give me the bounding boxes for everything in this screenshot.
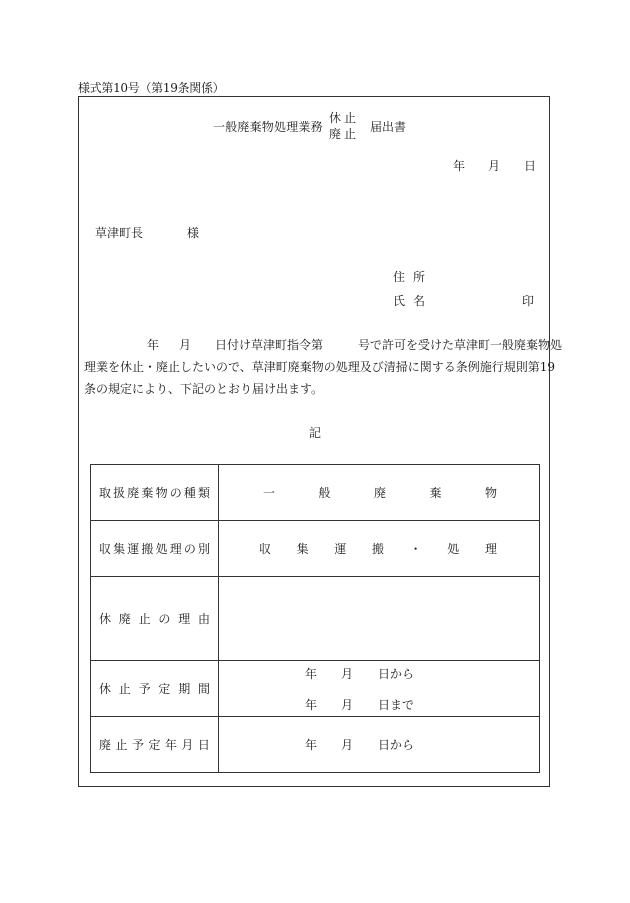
body-line1-end: 号で許可を受けた草津町一般廃棄物処 <box>358 338 563 352</box>
label-char: 定 <box>158 682 171 696</box>
until-label: 日まで <box>378 697 415 712</box>
value-char: 一 <box>263 486 276 500</box>
label-char: 集 <box>113 542 126 556</box>
label-char: 休 <box>99 612 112 626</box>
label-char: 搬 <box>141 542 154 556</box>
row-value-waste-type <box>219 465 540 521</box>
label-char: 物 <box>155 486 168 500</box>
addressee-honorific: 様 <box>187 226 200 240</box>
value-char: 搬 <box>371 542 384 556</box>
value-char: 廃 <box>373 486 386 500</box>
row-label-reason <box>91 577 219 661</box>
label-char: 理 <box>169 542 182 556</box>
label-char: 止 <box>118 682 131 696</box>
title-option-suspend: 休止 <box>329 111 360 125</box>
label-char: 廃 <box>127 486 140 500</box>
date-year-label: 年 <box>453 159 466 173</box>
label-chars <box>99 484 210 501</box>
label-char: 収 <box>99 542 112 556</box>
month-label: 月 <box>341 697 354 712</box>
title-prefix: 一般廃棄物処理業務 <box>213 120 323 134</box>
row-value-service-type <box>219 521 540 577</box>
body-line1-mid: 日付け草津町指令第 <box>215 338 324 352</box>
title-suffix: 届出書 <box>370 120 407 134</box>
period-from <box>305 665 539 682</box>
from-label: 日から <box>378 666 415 681</box>
label-chars <box>99 540 210 557</box>
note-heading: 記 <box>309 426 322 440</box>
value-char: 理 <box>484 542 497 556</box>
body-month: 月 <box>179 338 192 352</box>
row-label-suspension-period <box>91 661 219 717</box>
title-option-abolish: 廃止 <box>329 127 360 141</box>
value-char: 般 <box>318 486 331 500</box>
table-row <box>91 465 540 521</box>
label-char: 月 <box>181 738 194 752</box>
abolition-date <box>305 736 539 753</box>
value-char: ・ <box>409 542 422 556</box>
value-char: 処 <box>447 542 460 556</box>
seal-mark: 印 <box>522 294 535 308</box>
table-row <box>91 661 540 717</box>
label-char: 定 <box>148 738 161 752</box>
value-chars <box>259 540 497 557</box>
row-value-suspension-period[interactable] <box>219 661 540 717</box>
value-char: 収 <box>259 542 272 556</box>
year-label: 年 <box>305 697 318 712</box>
detail-table <box>90 464 540 773</box>
label-char: 理 <box>178 612 191 626</box>
row-label-service-type <box>91 521 219 577</box>
label-char: の <box>183 542 196 556</box>
row-label-waste-type <box>91 465 219 521</box>
label-char: 種 <box>183 486 196 500</box>
label-char: 処 <box>155 542 168 556</box>
label-chars <box>99 610 210 627</box>
label-char: 運 <box>127 542 140 556</box>
row-value-abolition-date[interactable] <box>219 717 540 773</box>
table-row <box>91 577 540 661</box>
label-char: 扱 <box>113 486 126 500</box>
body-year: 年 <box>147 338 160 352</box>
value-char: 物 <box>484 486 497 500</box>
date-day-label: 日 <box>524 159 537 173</box>
addressee-name: 草津町長 <box>95 226 144 240</box>
address-label: 住所 <box>393 270 434 284</box>
label-chars <box>99 736 210 753</box>
table-row <box>91 521 540 577</box>
label-char: 予 <box>138 682 151 696</box>
month-label: 月 <box>341 666 354 681</box>
label-char: 取 <box>99 486 112 500</box>
label-char: 廃 <box>118 612 131 626</box>
value-char: 運 <box>334 542 347 556</box>
table-row <box>91 717 540 773</box>
label-char: 休 <box>99 682 112 696</box>
from-label: 日から <box>378 738 415 752</box>
form-number: 様式第10号（第19条関係） <box>78 81 225 95</box>
value-chars <box>263 484 497 501</box>
label-chars <box>99 680 210 697</box>
value-char: 集 <box>296 542 309 556</box>
value-char: 棄 <box>429 486 442 500</box>
label-char: 別 <box>197 542 210 556</box>
label-char: 予 <box>131 738 144 752</box>
name-label: 氏名 <box>393 294 434 308</box>
year-label: 年 <box>305 738 318 752</box>
label-char: 廃 <box>99 738 112 752</box>
period-until <box>305 696 539 713</box>
month-label: 月 <box>341 738 354 752</box>
label-char: 日 <box>197 738 210 752</box>
label-char: 止 <box>115 738 128 752</box>
date-month-label: 月 <box>488 159 501 173</box>
body-line3: 条の規定により、下記のとおり届け出ます。 <box>84 382 324 396</box>
label-char: 間 <box>197 682 210 696</box>
label-char: 由 <box>197 612 210 626</box>
label-char: 棄 <box>141 486 154 500</box>
label-char: 類 <box>197 486 210 500</box>
row-label-abolition-date <box>91 717 219 773</box>
label-char: 期 <box>178 682 191 696</box>
row-value-reason[interactable] <box>219 577 540 661</box>
year-label: 年 <box>305 666 318 681</box>
label-char: 年 <box>164 738 177 752</box>
label-char: の <box>169 486 182 500</box>
body-line2: 理業を休止・廃止したいので、草津町廃棄物の処理及び清掃に関する条例施行規則第19 <box>84 360 556 374</box>
label-char: 止 <box>138 612 151 626</box>
label-char: の <box>158 612 171 626</box>
